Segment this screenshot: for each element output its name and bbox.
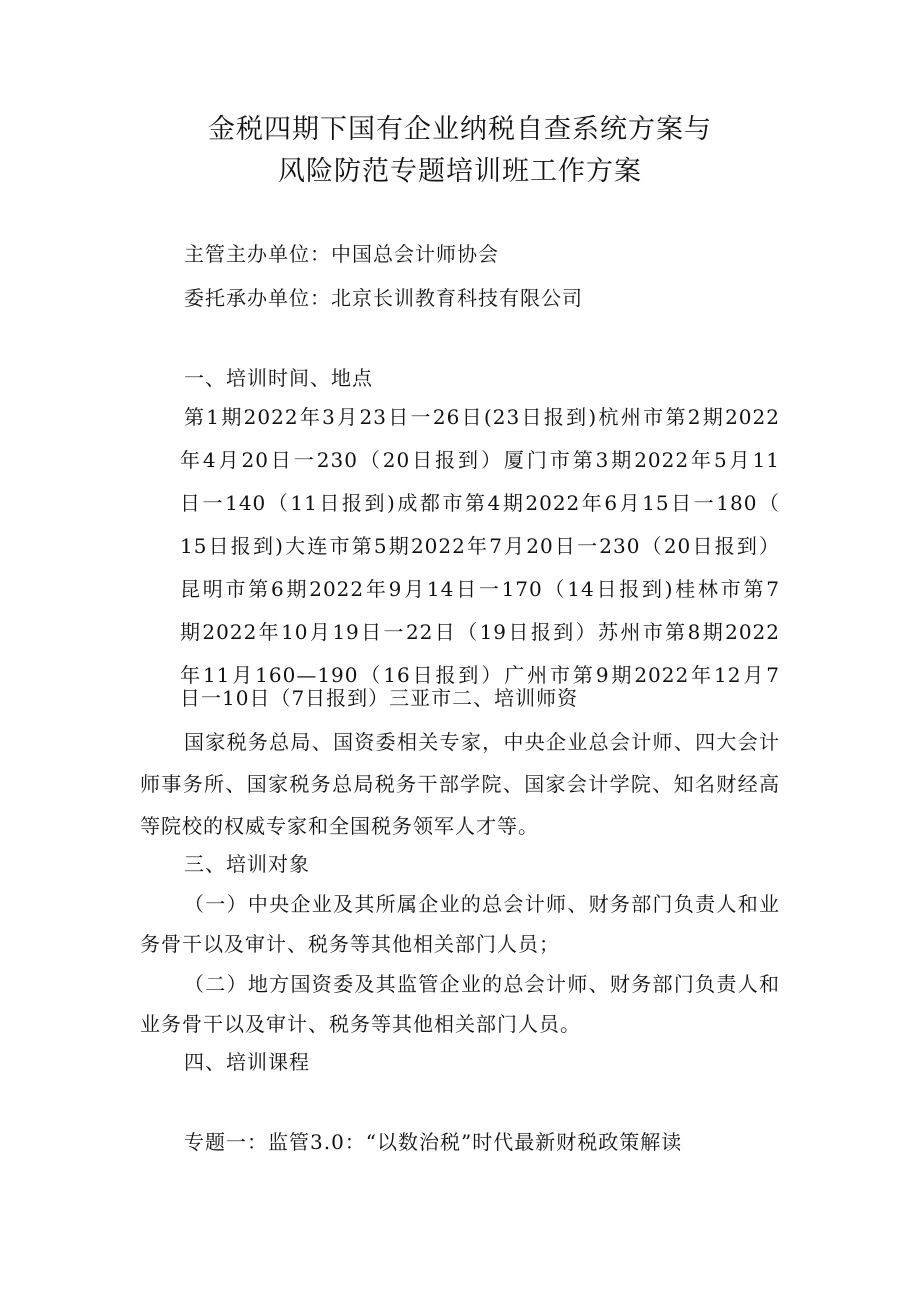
target-1-line: 务骨干以及审计、税务等其他相关部门人员； xyxy=(140,932,560,956)
target-2-line: 业务骨干以及审计、税务等其他相关部门人员。 xyxy=(140,1012,581,1036)
schedule-line: 年11月160—190（16日报到）广州市第9期2022年12月7 xyxy=(180,663,780,687)
faculty-line: 师事务所、国家税务总局税务干部学院、国家会计学院、知名财经高 xyxy=(140,772,780,796)
schedule-line: 15日报到)大连市第5期2022年7月20日一230（20日报到） xyxy=(180,534,780,558)
schedule-line: 日一140（11日报到)成都市第4期2022年6月15日一180（ xyxy=(180,491,780,515)
schedule-line: 日一10日（7日报到）三亚市二、培训师资 xyxy=(180,686,579,710)
document-title-line-2: 风险防范专题培训班工作方案 xyxy=(278,156,642,187)
faculty-line: 国家税务总局、国资委相关专家，中央企业总会计师、四大会计 xyxy=(184,730,780,754)
schedule-line: 昆明市第6期2022年9月14日一170（14日报到)桂林市第7 xyxy=(180,577,780,601)
schedule-line: 第1期2022年3月23日一26日(23日报到)杭州市第2期2022 xyxy=(184,405,780,429)
section-3-heading: 三、培训对象 xyxy=(184,852,310,876)
faculty-line: 等院校的权威专家和全国税务领军人才等。 xyxy=(140,814,539,838)
document-title-line-1: 金税四期下国有企业纳税自查系统方案与 xyxy=(208,114,712,145)
schedule-line: 期2022年10月19日一22日（19日报到）苏州市第8期2022 xyxy=(180,620,780,644)
topic-1-line: 专题一：监管3.0：“以数治税”时代最新财税政策解读 xyxy=(184,1130,683,1154)
section-1-heading: 一、培训时间、地点 xyxy=(184,366,373,390)
target-2-line: （二）地方国资委及其监管企业的总会计师、财务部门负责人和 xyxy=(184,972,780,996)
section-4-heading: 四、培训课程 xyxy=(184,1050,310,1074)
target-1-line: （一）中央企业及其所属企业的总会计师、财务部门负责人和业 xyxy=(184,892,780,916)
schedule-line: 年4月20日一230（20日报到）厦门市第3期2022年5月11 xyxy=(180,448,780,472)
organizer-line: 委托承办单位：北京长训教育科技有限公司 xyxy=(184,286,583,310)
sponsor-line: 主管主办单位：中国总会计师协会 xyxy=(184,242,499,266)
